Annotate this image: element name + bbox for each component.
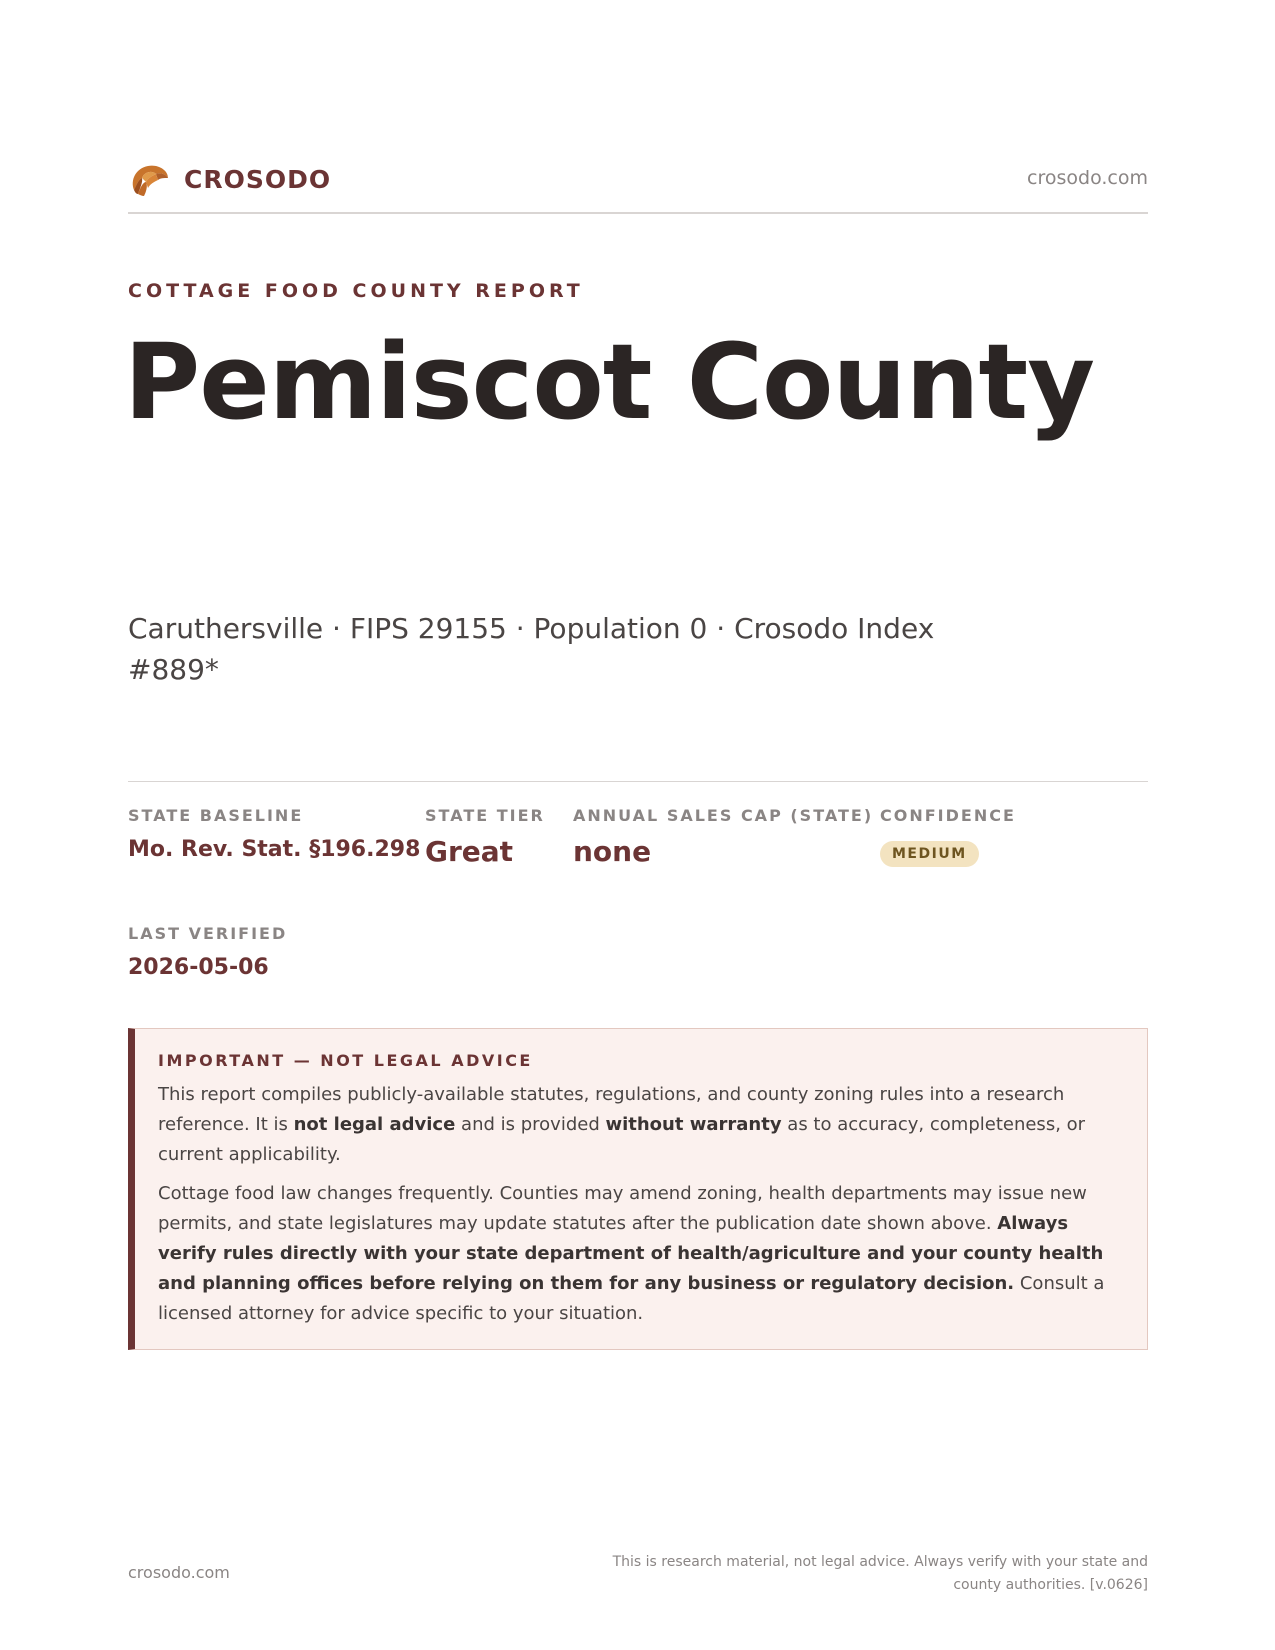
notice-paragraph: This report compiles publicly-available statutes, regulations, and county zoning rules into a research reference. It is not legal advice and is provided without warranty as to accuracy, completeness, or current applicability. xyxy=(158,1084,1086,1165)
footer-disclaimer: This is research material, not legal advice. Always verify with your state and county authorities. [v.0626] xyxy=(612,1554,1148,1593)
notice-title: IMPORTANT — NOT LEGAL ADVICE xyxy=(158,1051,533,1070)
county-subtitle: Caruthersville · FIPS 29155 · Population 0 · Crosodo Index #889* xyxy=(128,612,935,686)
stat-label: CONFIDENCE xyxy=(880,806,1016,825)
stat-confidence xyxy=(880,806,1016,867)
confidence-badge: MEDIUM xyxy=(880,841,979,867)
brand xyxy=(128,160,331,198)
stat-value: Great xyxy=(425,835,514,868)
site-url[interactable]: crosodo.com xyxy=(1027,167,1148,189)
stat-label: STATE BASELINE xyxy=(128,806,304,825)
section-divider xyxy=(128,781,1148,782)
stat-label: ANNUAL SALES CAP (STATE) xyxy=(573,806,874,825)
brand-name: CROSODO xyxy=(184,164,332,194)
stat-label: LAST VERIFIED xyxy=(128,924,288,943)
legal-notice xyxy=(128,1028,1148,1350)
stat-value: Mo. Rev. Stat. §196.298 xyxy=(128,837,421,862)
stat-state-tier xyxy=(425,806,545,868)
report-page xyxy=(124,0,1148,1650)
croissant-icon xyxy=(128,160,170,198)
county-title: Pemiscot County xyxy=(124,321,1095,443)
page-header xyxy=(128,158,1148,214)
stat-last-verified xyxy=(128,924,287,980)
stat-label: STATE TIER xyxy=(425,806,545,825)
notice-paragraph: Cottage food law changes frequently. Counties may amend zoning, health departments may issue new permits, and state legislatures may update statutes after the publication date shown above. Always verify rules directly with your state department of health/agriculture and your county health and planning offices before relying on them for any business or regulatory decision. Consult a licensed attorney for advice specific to your situation. xyxy=(158,1183,1105,1324)
stat-value: none xyxy=(573,835,652,868)
footer-site-url[interactable]: crosodo.com xyxy=(128,1563,230,1582)
stat-state-baseline xyxy=(128,806,420,862)
stat-value: 2026-05-06 xyxy=(128,955,269,980)
stat-sales-cap xyxy=(573,806,873,868)
report-eyebrow: COTTAGE FOOD COUNTY REPORT xyxy=(128,280,584,302)
